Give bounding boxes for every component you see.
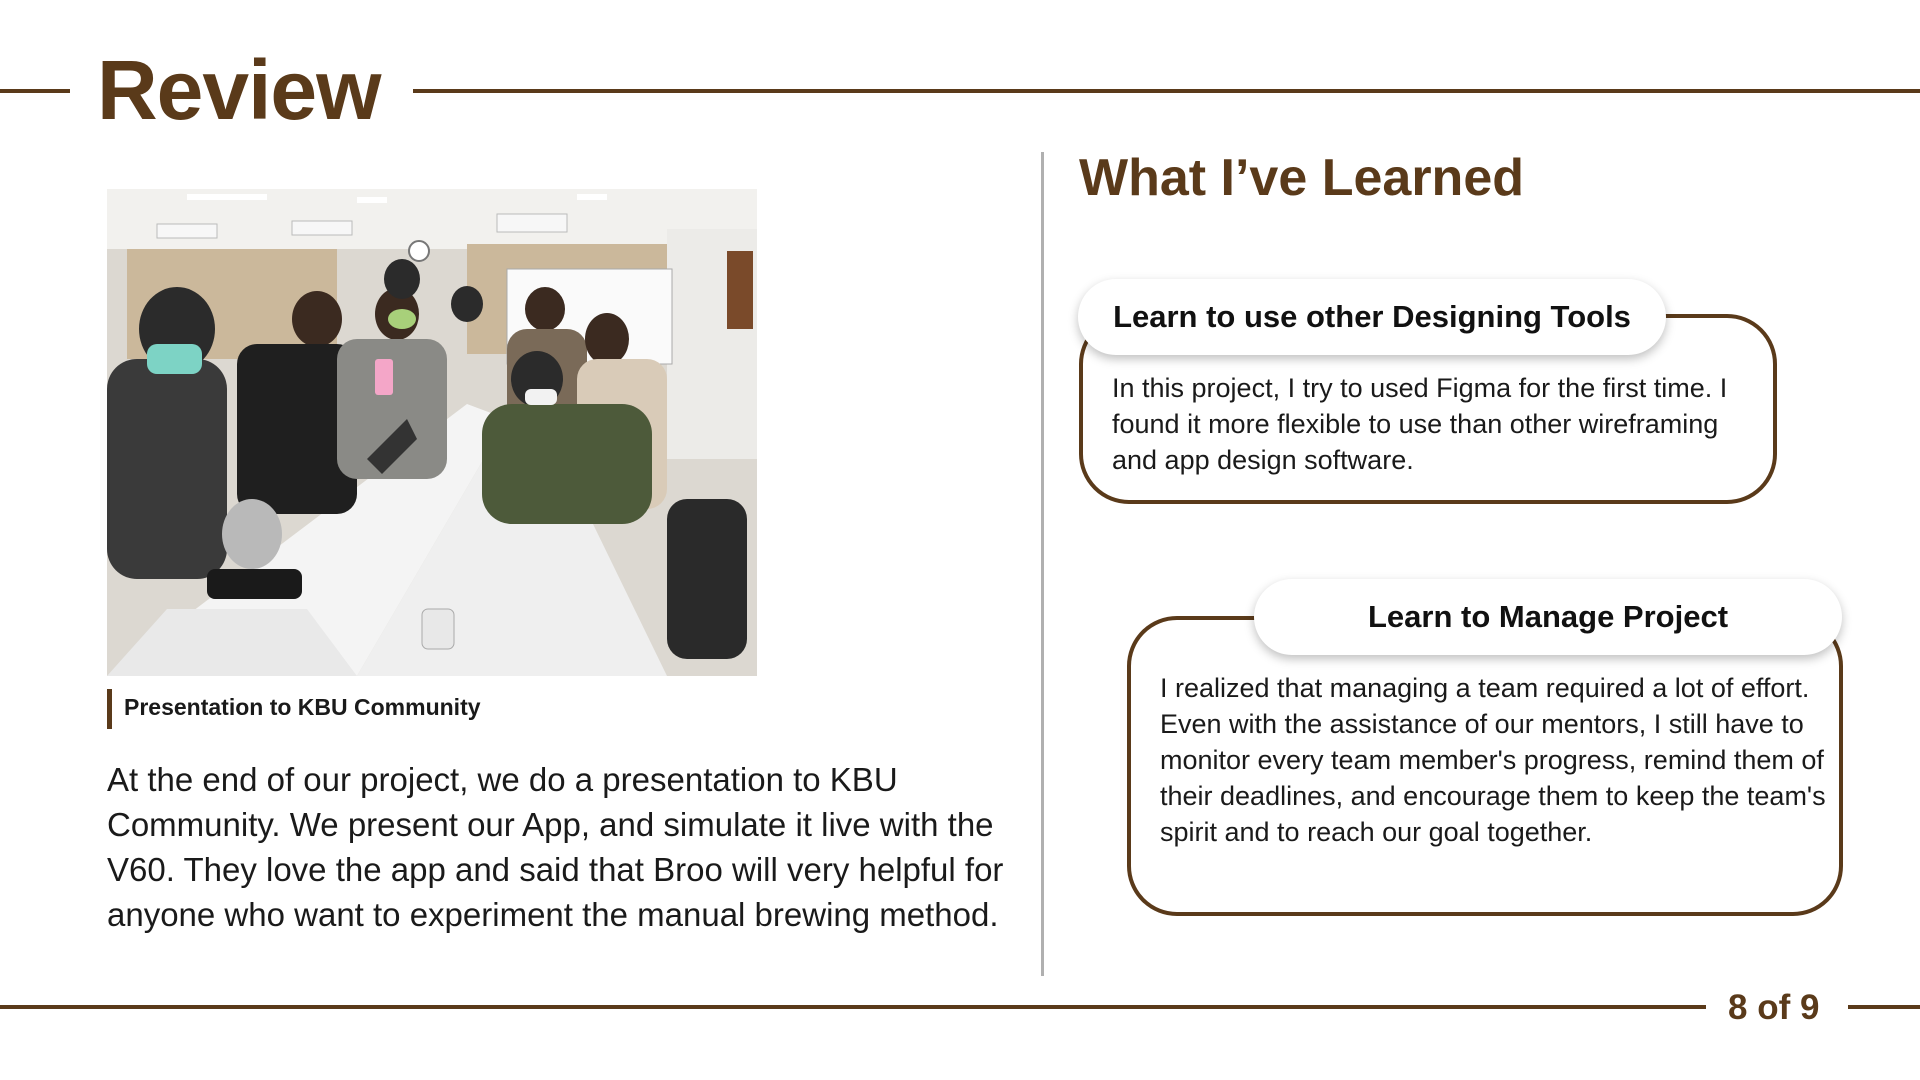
photo-caption: Presentation to KBU Community — [124, 694, 481, 720]
page-indicator: 8 of 9 — [1728, 988, 1820, 1027]
presentation-photo — [107, 189, 757, 676]
learning-card-tools-heading: Learn to use other Designing Tools — [1078, 279, 1666, 355]
footer-rule-right — [1848, 1005, 1920, 1009]
footer-rule-left — [0, 1005, 1706, 1009]
section-title: What I’ve Learned — [1079, 149, 1524, 207]
column-divider — [1041, 152, 1044, 976]
header-rule-right — [413, 89, 1920, 93]
page-title: Review — [97, 43, 381, 137]
header-rule-left — [0, 89, 70, 93]
caption-accent-bar — [107, 689, 112, 729]
learning-card-tools-text: In this project, I try to used Figma for the first time. I found it more flexible to use than other wireframing and app design software. — [1112, 373, 1728, 475]
learning-card-manage-heading: Learn to Manage Project — [1254, 579, 1842, 655]
learning-card-manage-text: I realized that managing a team required a lot of effort. Even with the assistance of our mentors, I still have to monitor every team member's progress, remind them of their deadlines, and encourage them to keep the team's spirit and to reach our goal together. — [1160, 673, 1826, 847]
review-body-text: At the end of our project, we do a presentation to KBU Community. We present our App, and simulate it live with the V60. They love the app and said that Broo will very helpful for anyone who want to experiment the manual brewing method. — [107, 761, 1004, 933]
